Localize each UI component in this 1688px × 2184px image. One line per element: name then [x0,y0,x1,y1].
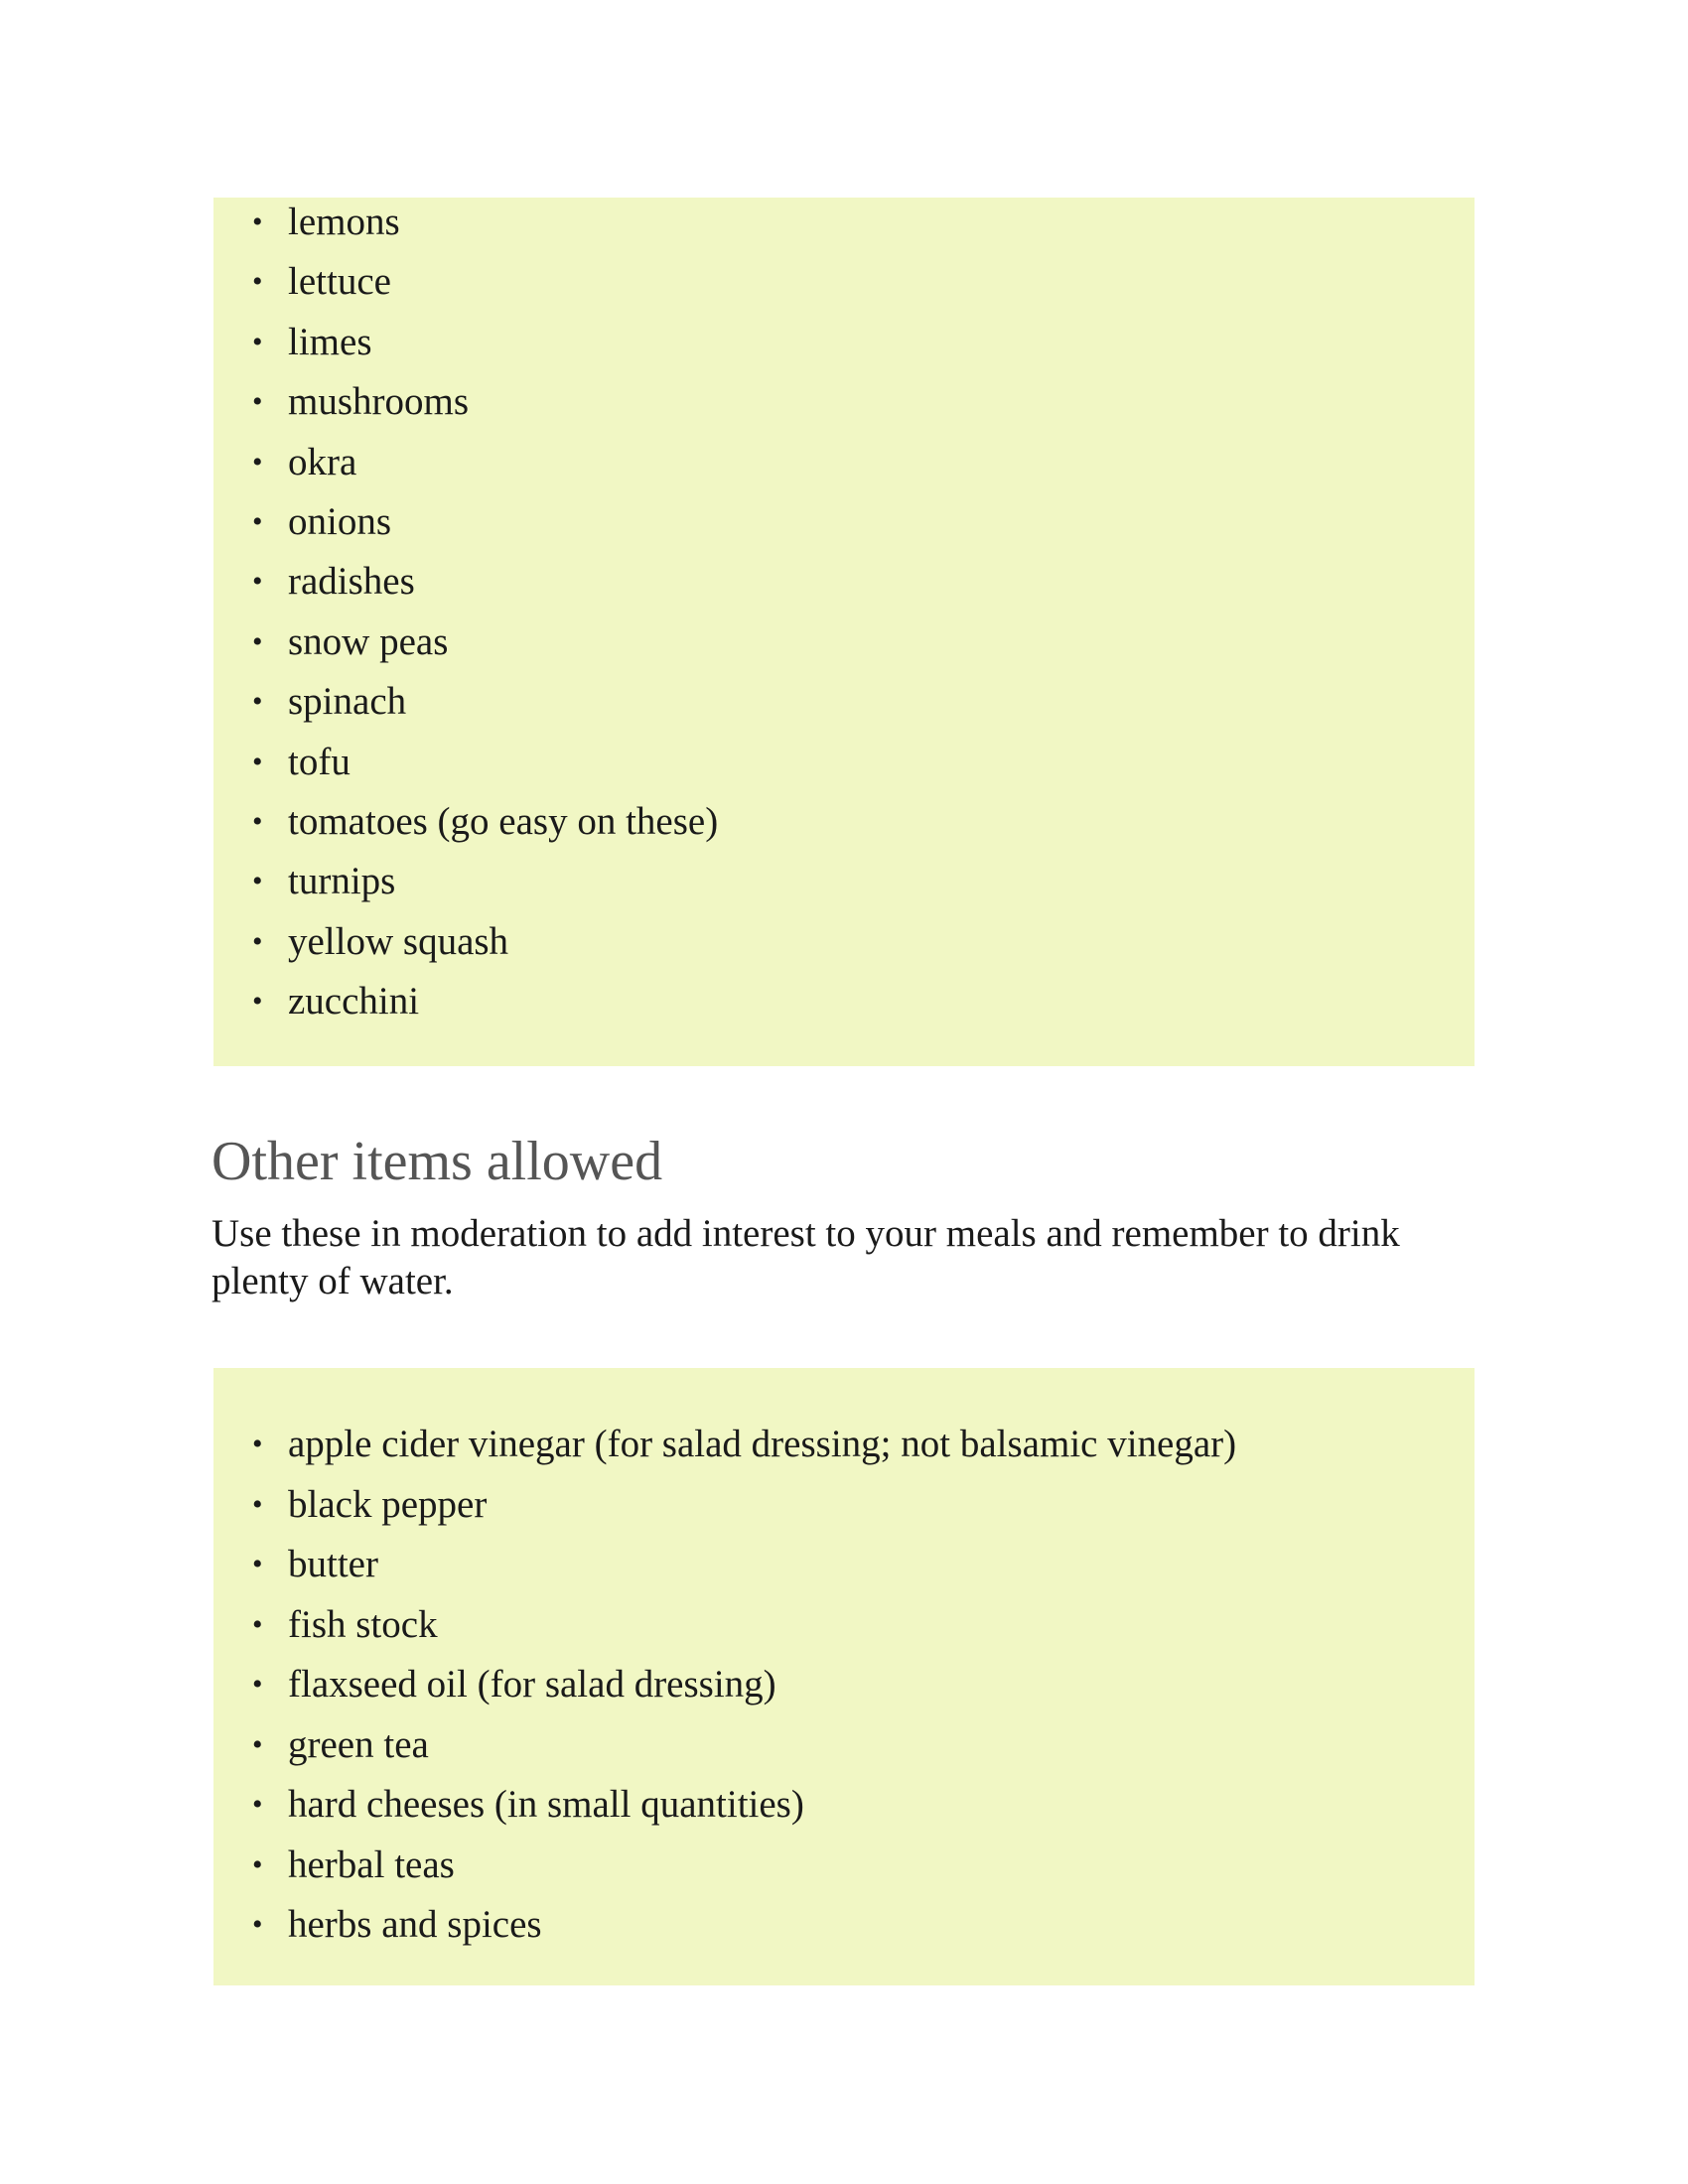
bullet-icon: • [252,1607,263,1641]
list-item-text: herbs and spices [288,1903,542,1946]
list-item [213,917,1475,977]
list-item [213,257,1475,317]
bullet-icon: • [252,865,263,898]
bullet-icon: • [252,1788,263,1821]
section-heading: Other items allowed [211,1131,663,1192]
list-item-text: lettuce [288,260,391,304]
list-item-text: black pepper [288,1482,488,1526]
bullet-icon: • [252,624,263,658]
vegetables-list-box [213,198,1475,1066]
bullet-icon: • [252,1428,263,1460]
list-item-text: lemons [288,201,400,243]
list-item-text: zucchini [288,980,420,1024]
bullet-icon: • [252,504,263,538]
bullet-icon: • [252,1908,263,1941]
list-item [213,857,1475,916]
section-intro: Use these in moderation to add interest to your meals and remember to drink plenty of water. [211,1212,1400,1302]
other-items-list-box [213,1368,1475,1985]
list-item-text: snow peas [288,619,449,663]
list-item-text: spinach [288,680,407,724]
other-items-list [213,1368,1475,1961]
bullet-icon: • [252,924,263,958]
list-item-text: green tea [288,1722,429,1766]
bullet-icon: • [252,265,263,299]
bullet-icon: • [252,445,263,478]
list-item [213,198,1475,257]
list-item [213,497,1475,557]
list-item [213,617,1475,677]
bullet-icon: • [252,685,263,719]
list-item [213,1420,1475,1480]
list-item [213,318,1475,377]
list-item [213,1600,1475,1661]
bullet-icon: • [252,985,263,1019]
list-item [213,1841,1475,1901]
list-item [213,1540,1475,1600]
list-item [213,797,1475,857]
list-item [213,738,1475,797]
list-item-text: herbal teas [288,1843,455,1886]
list-item [213,1780,1475,1841]
list-item [213,1900,1475,1961]
list-item-text: turnips [288,860,396,903]
list-item-text: tofu [288,740,351,783]
bullet-icon: • [252,804,263,838]
list-item-text: flaxseed oil (for salad dressing) [288,1663,776,1706]
bullet-icon: • [252,1847,263,1881]
list-item [213,1660,1475,1720]
list-item-text: tomatoes (go easy on these) [288,799,719,843]
bullet-icon: • [252,1727,263,1761]
list-item [213,557,1475,616]
bullet-icon: • [252,385,263,419]
list-item-text: okra [288,440,357,483]
list-item-text: butter [288,1543,378,1585]
list-item-text: limes [288,320,372,363]
list-item [213,677,1475,737]
list-item-text: mushrooms [288,380,470,424]
list-item-text: onions [288,499,392,543]
vegetables-list [213,198,1475,1036]
bullet-icon: • [252,1548,263,1580]
bullet-icon: • [252,1487,263,1521]
list-item-text: apple cider vinegar (for salad dressing; not balsamic vinegar) [288,1423,1237,1465]
bullet-icon: • [252,325,263,358]
bullet-icon: • [252,565,263,599]
list-item-text: hard cheeses (in small quantities) [288,1783,804,1826]
list-item-text: fish stock [288,1602,438,1646]
bullet-icon: • [252,205,263,238]
list-item [213,438,1475,497]
list-item [213,377,1475,437]
bullet-icon: • [252,745,263,778]
list-item-text: radishes [288,560,415,604]
list-item-text: yellow squash [288,919,509,963]
list-item [213,1480,1475,1541]
bullet-icon: • [252,1668,263,1701]
list-item [213,1720,1475,1781]
list-item [213,977,1475,1036]
